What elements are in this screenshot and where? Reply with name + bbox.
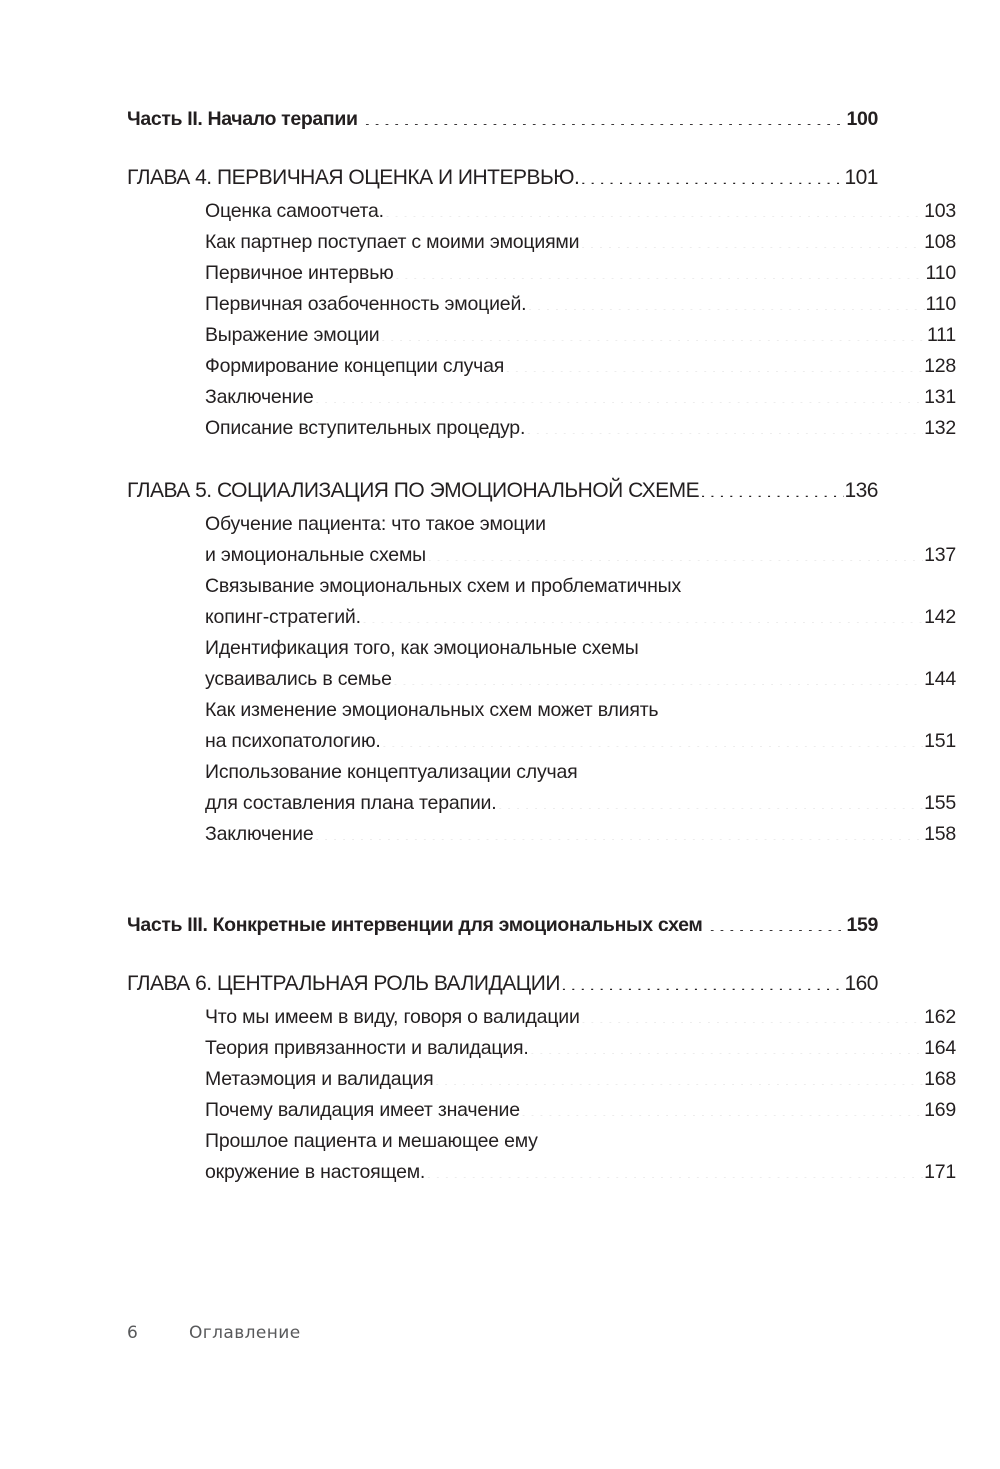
toc-entry-page: 159 [846, 914, 878, 936]
dot-leader [380, 322, 925, 342]
toc-sub-entry[interactable] [205, 819, 956, 850]
toc-chapter-entry[interactable] [127, 162, 878, 193]
dot-leader [497, 790, 923, 810]
toc-sub-entry-line[interactable] [205, 1126, 956, 1157]
toc-chapter-entry[interactable] [127, 968, 878, 999]
toc-entry-label: окружение в настоящем. [205, 1161, 426, 1183]
toc-entry-label: Заключение [205, 386, 314, 408]
table-of-contents [127, 104, 956, 1188]
dot-leader [521, 1097, 923, 1117]
toc-entry-label: Что мы имеем в виду, говоря о валидации [205, 1006, 580, 1028]
toc-entry-label: копинг-стратегий. [205, 606, 361, 628]
toc-entry-label: Выражение эмоции [205, 324, 380, 346]
toc-entry-page: 158 [924, 823, 956, 845]
toc-sub-entry[interactable] [205, 540, 956, 571]
toc-entry-label: Обучение пациента: что такое эмоции [205, 513, 546, 535]
toc-entry-page: 162 [924, 1006, 956, 1028]
dot-leader [395, 260, 925, 280]
toc-chapter-entry[interactable] [127, 475, 878, 506]
toc-entry-page: 164 [924, 1037, 956, 1059]
toc-sub-entry-line[interactable] [205, 757, 956, 788]
toc-sub-entry[interactable] [205, 258, 956, 289]
toc-entry-page: 110 [925, 262, 956, 284]
toc-entry-label: Заключение [205, 823, 314, 845]
toc-sub-entry[interactable] [205, 664, 956, 695]
toc-entry-page: 160 [844, 972, 878, 995]
toc-entry-label: Прошлое пациента и мешающее ему [205, 1130, 538, 1152]
toc-entry-label: Идентификация того, как эмоциональные схемы [205, 637, 639, 659]
toc-entry-label: Метаэмоция и валидация [205, 1068, 434, 1090]
toc-entry-page: 168 [924, 1068, 956, 1090]
toc-sub-entry[interactable] [205, 413, 956, 444]
dot-leader [385, 198, 923, 218]
page-footer [127, 1323, 301, 1343]
toc-entry-page: 100 [846, 108, 878, 130]
toc-entry-page: 103 [924, 200, 956, 222]
dot-leader [526, 415, 923, 435]
toc-sub-entry-line[interactable] [205, 695, 956, 726]
toc-entry-label: на психопатологию. [205, 730, 381, 752]
dot-leader [382, 728, 923, 748]
toc-sub-entry[interactable] [205, 1033, 956, 1064]
toc-sub-entry-line[interactable] [205, 571, 956, 602]
dot-leader [314, 821, 923, 841]
toc-entry-page: 136 [844, 479, 878, 502]
dot-leader [561, 969, 844, 990]
spacer [127, 444, 878, 475]
dot-leader [530, 1035, 923, 1055]
spacer [127, 941, 878, 968]
toc-entry-label: ГЛАВА 6. ЦЕНТРАЛЬНАЯ РОЛЬ ВАЛИДАЦИИ [127, 972, 560, 995]
dot-leader [314, 384, 923, 404]
dot-leader [362, 604, 923, 624]
toc-sub-entry[interactable] [205, 1002, 956, 1033]
toc-entry-page: 131 [924, 386, 956, 408]
toc-entry-page: 128 [924, 355, 956, 377]
toc-entry-page: 151 [924, 730, 956, 752]
toc-entry-label: Формирование концепции случая [205, 355, 505, 377]
dot-leader [581, 1004, 923, 1024]
toc-sub-entry-line[interactable] [205, 633, 956, 664]
toc-sub-entry[interactable] [205, 1157, 956, 1188]
dot-leader [393, 666, 923, 686]
dot-leader [365, 106, 841, 126]
spacer [127, 135, 878, 162]
toc-sub-entry[interactable] [205, 788, 956, 819]
toc-entry-label: Связывание эмоциональных схем и проблематичных [205, 575, 682, 597]
toc-entry-label: Первичное интервью [205, 262, 394, 284]
toc-sub-entry[interactable] [205, 1064, 956, 1095]
toc-entry-page: 132 [924, 417, 956, 439]
toc-entry-page: 101 [844, 166, 878, 189]
toc-sub-entry[interactable] [205, 196, 956, 227]
dot-leader [434, 1066, 923, 1086]
toc-entry-label: Оценка самоотчета. [205, 200, 384, 222]
toc-entry-page: 108 [924, 231, 956, 253]
toc-entry-label: Почему валидация имеет значение [205, 1099, 520, 1121]
toc-sub-entry[interactable] [205, 726, 956, 757]
toc-entry-page: 137 [924, 544, 956, 566]
toc-entry-page: 169 [924, 1099, 956, 1121]
toc-entry-label: Теория привязанности и валидация. [205, 1037, 529, 1059]
toc-entry-page: 171 [924, 1161, 956, 1183]
toc-entry-label: Использование концептуализации случая [205, 761, 578, 783]
spacer [127, 850, 878, 910]
toc-sub-entry[interactable] [205, 1095, 956, 1126]
toc-sub-entry[interactable] [205, 351, 956, 382]
toc-entry-label: для составления плана терапии. [205, 792, 497, 814]
toc-entry-label: ГЛАВА 5. СОЦИАЛИЗАЦИЯ ПО ЭМОЦИОНАЛЬНОЙ СХЕМЕ [127, 479, 700, 502]
toc-entry-page: 110 [925, 293, 956, 315]
toc-sub-entry[interactable] [205, 289, 956, 320]
toc-sub-entry[interactable] [205, 320, 956, 351]
dot-leader [700, 476, 844, 497]
toc-entry-page: 111 [926, 324, 956, 346]
toc-entry-page: 142 [924, 606, 956, 628]
toc-entry-label: и эмоциональные схемы [205, 544, 426, 566]
running-head: Оглавление [189, 1323, 301, 1343]
dot-leader [580, 229, 923, 249]
toc-entry-label: усваивались в семье [205, 668, 392, 690]
dot-leader [505, 353, 923, 373]
toc-entry-label: Часть III. Конкретные интервенции для эмоциональных схем [127, 914, 703, 936]
toc-entry-label: ГЛАВА 4. ПЕРВИЧНАЯ ОЦЕНКА И ИНТЕРВЬЮ. [127, 166, 580, 189]
dot-leader [426, 1159, 923, 1179]
toc-part-entry[interactable] [127, 910, 878, 941]
toc-entry-label: Описание вступительных процедур. [205, 417, 526, 439]
toc-part-entry[interactable] [127, 104, 878, 135]
toc-sub-entry[interactable] [205, 602, 956, 633]
toc-entry-page: 144 [924, 668, 956, 690]
dot-leader [709, 912, 840, 932]
dot-leader [527, 291, 924, 311]
toc-entry-label: Первичная озабоченность эмоцией. [205, 293, 527, 315]
page-number: 6 [127, 1323, 139, 1343]
toc-entry-label: Часть II. Начало терапии [127, 108, 358, 130]
toc-sub-entry-line[interactable] [205, 509, 956, 540]
toc-entry-label: Как изменение эмоциональных схем может влиять [205, 699, 659, 721]
dot-leader [427, 542, 923, 562]
toc-entry-label: Как партнер поступает с моими эмоциями [205, 231, 580, 253]
dot-leader [580, 163, 844, 184]
toc-sub-entry[interactable] [205, 382, 956, 413]
toc-entry-page: 155 [924, 792, 956, 814]
toc-sub-entry[interactable] [205, 227, 956, 258]
